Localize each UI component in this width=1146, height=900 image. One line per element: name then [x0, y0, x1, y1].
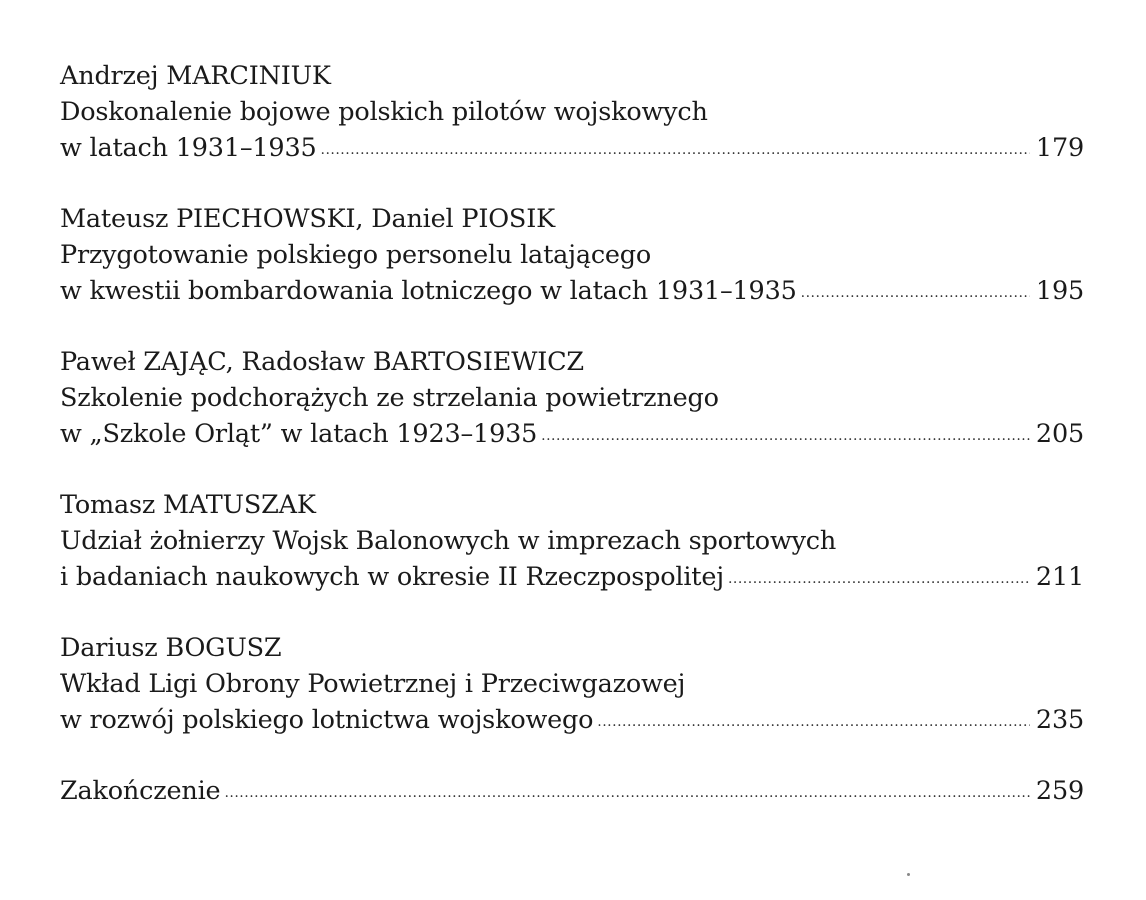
- toc-entry-authors: Andrzej MARCINIUK: [60, 61, 331, 91]
- toc-entry-title-continued: w kwestii bombardowania lotniczego w latach 1931–1935: [60, 276, 797, 306]
- toc-entry-title-leader-line: [60, 559, 1084, 595]
- toc-entry-authors: Mateusz PIECHOWSKI, Daniel PIOSIK: [60, 204, 555, 234]
- toc-entry-page-number: 211: [1035, 562, 1084, 592]
- table-of-contents: [60, 58, 1084, 844]
- toc-entry: [60, 201, 1084, 309]
- toc-entry-title-continued: i badaniach naukowych w okresie II Rzeczpospolitej: [60, 562, 724, 592]
- toc-entry-title-leader-line: [60, 273, 1084, 309]
- toc-entry-title-leader-line: [60, 130, 1084, 166]
- toc-entry-title-continued: w „Szkole Orląt” w latach 1923–1935: [60, 419, 538, 449]
- dot-leader: [321, 128, 1030, 168]
- toc-entry-page-number: 235: [1035, 705, 1084, 735]
- toc-entry-title: Przygotowanie polskiego personelu latającego: [60, 240, 652, 270]
- toc-entry-authors: Paweł ZAJĄC, Radosław BARTOSIEWICZ: [60, 347, 584, 377]
- toc-entry-title-continued: w latach 1931–1935: [60, 133, 317, 163]
- toc-entry: [60, 344, 1084, 452]
- dot-leader: [728, 557, 1030, 597]
- toc-entry-title-leader-line: [60, 773, 1084, 809]
- scan-speck: [907, 873, 910, 876]
- toc-entry: [60, 487, 1084, 595]
- toc-entry-authors: Tomasz MATUSZAK: [60, 490, 316, 520]
- toc-closing-title: Zakończenie: [60, 776, 221, 806]
- toc-entry-title: Wkład Ligi Obrony Powietrznej i Przeciwgazowej: [60, 669, 686, 699]
- toc-entry-authors: Dariusz BOGUSZ: [60, 633, 282, 663]
- dot-leader: [224, 771, 1029, 811]
- toc-entry-title: Doskonalenie bojowe polskich pilotów wojskowych: [60, 97, 708, 127]
- toc-entry-page-number: 195: [1035, 276, 1084, 306]
- toc-entry: [60, 630, 1084, 738]
- dot-leader: [597, 700, 1030, 740]
- toc-entry-page-number: 179: [1035, 133, 1084, 163]
- toc-entry-title-leader-line: [60, 702, 1084, 738]
- toc-entry-page-number: 205: [1035, 419, 1084, 449]
- toc-entry-title-leader-line: [60, 416, 1084, 452]
- toc-entry-title-continued: w rozwój polskiego lotnictwa wojskowego: [60, 705, 594, 735]
- toc-entry-title: Szkolenie podchorążych ze strzelania powietrznego: [60, 383, 719, 413]
- dot-leader: [541, 414, 1030, 454]
- dot-leader: [801, 271, 1030, 311]
- toc-entry-page-number: 259: [1035, 776, 1084, 806]
- toc-entry-title: Udział żołnierzy Wojsk Balonowych w imprezach sportowych: [60, 526, 837, 556]
- toc-entry: [60, 58, 1084, 166]
- toc-entry-closing: [60, 773, 1084, 809]
